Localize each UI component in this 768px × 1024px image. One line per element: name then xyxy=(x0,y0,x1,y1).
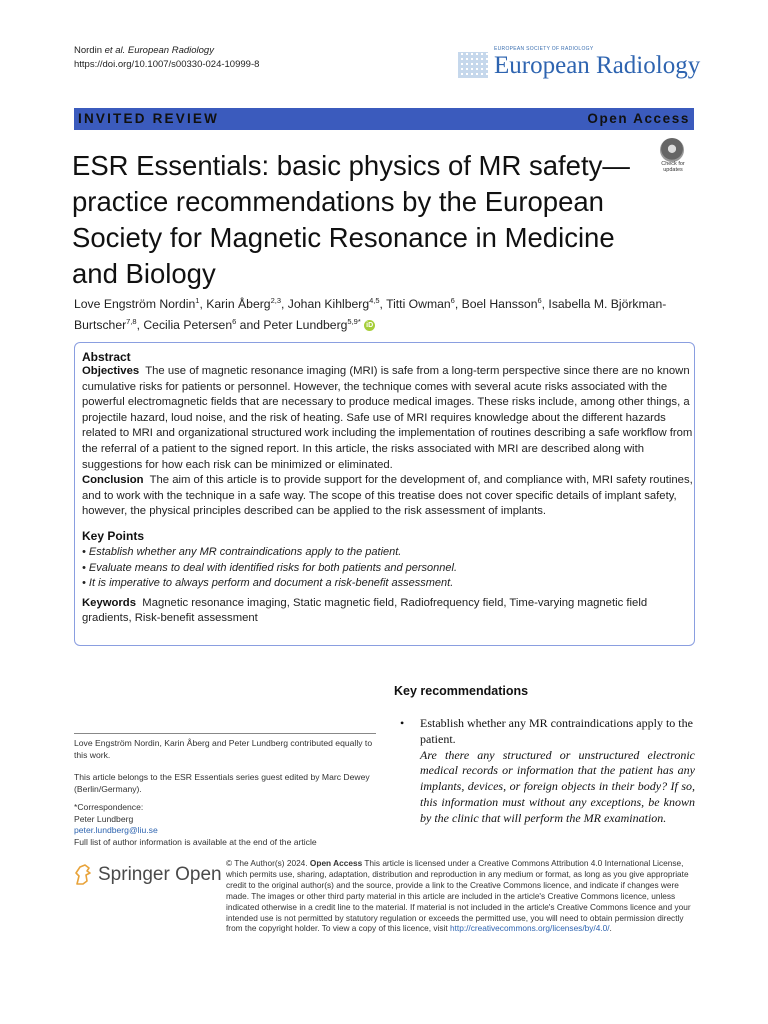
orcid-icon[interactable]: iD xyxy=(366,322,374,330)
correspondence-email-link[interactable]: peter.lundberg@liu.se xyxy=(74,825,158,835)
citation-journal: et al. European Radiology xyxy=(104,45,214,56)
license-text: This article is licensed under a Creative Commons Attribution 4.0 International License, which permits use, sharing, adaptation, distribution and reproduction in any medium or format, as long as you give appropriate credit to the original author(s) and the source, provide a link to the Creative Commons licence, and indicate if changes were made. The images or other third party material in this article are included in the article's Creative Commons licence, unless indicated otherwise in a credit line to the material. If material is not included in the article's Creative Commons licence and your intended use is not permitted by statutory regulation or exceeds the permitted use, you will need to obtain permission directly from the copyright holder. To view a copy of this licence, visit xyxy=(226,858,691,934)
logo-society: EUROPEAN SOCIETY OF RADIOLOGY xyxy=(494,46,594,52)
doi-link[interactable]: https://doi.org/10.1007/s00330-024-10999-8 xyxy=(74,59,260,70)
recommendation-item: Establish whether any MR contraindications apply to the patient. xyxy=(420,716,693,746)
correspondence-name: Peter Lundberg xyxy=(74,813,134,824)
key-recommendations-heading: Key recommendations xyxy=(394,684,529,698)
update-badge-icon xyxy=(660,138,684,162)
key-point: • Evaluate means to deal with identified risks for both patients and personnel. xyxy=(82,561,458,574)
conclusion-text: The aim of this article is to provide support for the development of, and compliance with, MRI safety routines, and to work with the technique in a safe way. The scope of this treatise does not cover specific details of implant safety, however, the physical principles described can be applied to the risk assessment of implants. xyxy=(82,474,693,518)
article-type: INVITED REVIEW xyxy=(78,111,220,126)
bullet: • xyxy=(400,716,405,730)
check-for-updates-button[interactable] xyxy=(654,138,692,176)
key-point: • Establish whether any MR contraindications apply to the patient. xyxy=(82,545,402,558)
author-list xyxy=(74,292,694,334)
recommendation-detail: Are there any structured or unstructured electronic medical records or information that the patient has any implants, devices, or foreign objects in their body? If so, this information must without any exceptions, be known by the clinic that will perform the MR examination. xyxy=(420,747,695,825)
keywords-label: Keywords xyxy=(82,596,136,609)
article-title: ESR Essentials: basic physics of MR safety—practice recommendations by the European Society for Magnetic Resonance in Medicine and Biology xyxy=(72,150,630,289)
correspondence-label: *Correspondence: xyxy=(74,802,144,812)
logo-grid-icon xyxy=(458,52,488,78)
keywords-text: Magnetic resonance imaging, Static magnetic field, Radiofrequency field, Time-varying magnetic field gradients, Risk-benefit assessment xyxy=(82,596,648,625)
keywords xyxy=(82,596,694,627)
footnote-equal-contribution: Love Engström Nordin, Karin Åberg and Peter Lundberg contributed equally to this work. xyxy=(74,738,373,760)
citation-authors: Nordin xyxy=(74,45,102,56)
author-info-note: Full list of author information is available at the end of the article xyxy=(74,836,317,847)
license-url-link[interactable]: http://creativecommons.org/licenses/by/4.0/ xyxy=(449,923,610,934)
objectives-label: Objectives xyxy=(82,365,140,377)
key-recommendations-list xyxy=(400,716,695,827)
abstract-box xyxy=(74,342,695,646)
footnote-divider xyxy=(74,733,376,734)
journal-logo xyxy=(458,46,701,82)
author-names: Love Engström Nordin$^1$, Karin Åberg$^{2,3}$, Johan Kihlberg$^{4,5}$, Titti Owman$^6$, Boel Hansson$^6$, Isabella M. Björkman-Burtscher$^{7,8}$, Cecilia Petersen$^6$ and Peter Lundberg$^{5,9*}$ xyxy=(74,296,667,333)
license-open-access: Open Access xyxy=(309,858,363,868)
key-points-list xyxy=(82,545,694,592)
springer-open-wordmark: Springer Open xyxy=(98,864,222,885)
copyright-line: © The Author(s) 2024. xyxy=(226,858,308,868)
abstract-heading: Abstract xyxy=(82,350,131,364)
footnote-series: This article belongs to the ESR Essentials series guest edited by Marc Dewey (Berlin/Germany). xyxy=(74,772,370,794)
article-type-band xyxy=(74,108,694,130)
objectives-text: The use of magnetic resonance imaging (MRI) is safe from a long-term perspective since there are no known cumulative risks for patients or personnel. However, the technique comes with several acute risks associated with the powerful electromagnetic fields that are necessary to produce medical images. These risks include, among other things, a projectile hazard, loud noise, and the risk of heating. Safe use of MRI requires knowledge about the different hazards related to MRI and organizational structured work including the implementation of routines describing a safe workflow from the referral of a patient to the signed report. In this article, the risks associated with MRI are described along with suggestions for how each risk can be minimized or eliminated. xyxy=(82,365,693,471)
running-header xyxy=(74,44,259,72)
logo-journal-name: European Radiology xyxy=(494,52,701,79)
key-point: • It is imperative to always perform and document a risk-benefit assessment. xyxy=(82,577,454,590)
abstract-objectives xyxy=(82,364,694,473)
conclusion-label: Conclusion xyxy=(82,474,144,487)
springer-horse-icon xyxy=(74,864,92,886)
abstract-conclusion xyxy=(82,473,694,520)
key-points-heading: Key Points xyxy=(82,528,145,543)
springer-open-logo xyxy=(74,862,222,892)
open-access-label: Open Access xyxy=(587,111,690,126)
license-statement: © The Author(s) 2024. Open Access This article is licensed under a Creative Commons Attribution 4.0 International License, which permits use, sharing, adaptation, distribution and reproduction in any medium or format, as long as you give appropriate credit to the original author(s) and the source, provide a link to the Creative Commons licence, and indicate if changes were made. The images or other third party material in this article are included in the article's Creative Commons licence, unless indicated otherwise in a credit line to the material. If material is not included in the article's Creative Commons licence and your intended use is not permitted by statutory regulation or exceeds the permitted use, you will need to obtain permission directly from the copyright holder. To view a copy of this licence, visit http://creativecommons.org/licenses/by/4.0/. xyxy=(226,858,691,934)
check-for-updates-label: Check for updates xyxy=(661,161,685,173)
footnote-correspondence xyxy=(74,802,376,848)
